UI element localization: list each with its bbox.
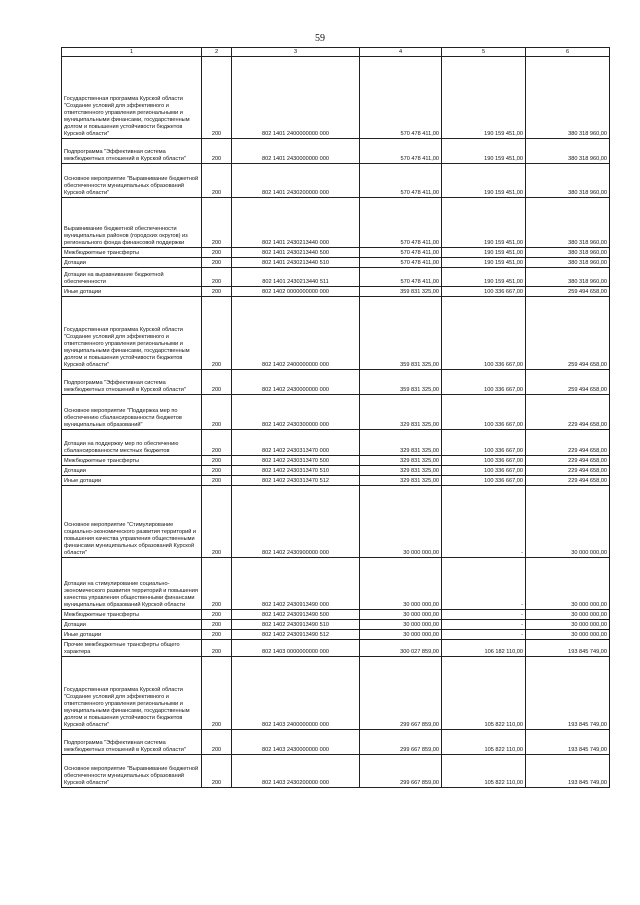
- table-row: [62, 430, 610, 456]
- row-amount-col-6: 259 494 658,00: [526, 370, 610, 395]
- row-amount-col-5: 190 159 451,00: [442, 258, 526, 268]
- table-row: [62, 198, 610, 248]
- row-amount-col-6: 30 000 000,00: [526, 630, 610, 640]
- row-amount-total: 359 831 325,00: [360, 287, 442, 297]
- header-row: [62, 48, 610, 57]
- row-code: 802 1402 2430313470 512: [232, 476, 360, 486]
- row-amount-col-5: 190 159 451,00: [442, 164, 526, 198]
- row-amount-col-5: 190 159 451,00: [442, 248, 526, 258]
- row-amount-col-5: 105 822 110,00: [442, 730, 526, 755]
- row-code: 802 1402 2430313470 500: [232, 456, 360, 466]
- row-code: 802 1403 2430200000 000: [232, 755, 360, 788]
- row-code: 802 1401 2430213440 511: [232, 268, 360, 287]
- row-code: 802 1401 2430000000 000: [232, 139, 360, 164]
- table-row: [62, 620, 610, 630]
- row-name: Основное мероприятие "Выравнивание бюджетной обеспеченности муниципальных образований Курской области": [62, 755, 202, 788]
- table-row: [62, 558, 610, 610]
- table-row: [62, 630, 610, 640]
- row-col-2: 200: [202, 164, 232, 198]
- row-amount-col-5: 100 336 667,00: [442, 466, 526, 476]
- row-amount-col-5: 105 822 110,00: [442, 755, 526, 788]
- row-name: Подпрограмма "Эффективная система межбюджетных отношений в Курской области": [62, 139, 202, 164]
- row-amount-col-6: 193 845 749,00: [526, 640, 610, 657]
- row-name: Дотации: [62, 258, 202, 268]
- row-name: Межбюджетные трансферты: [62, 610, 202, 620]
- table-row: [62, 610, 610, 620]
- row-amount-total: 359 831 325,00: [360, 370, 442, 395]
- row-code: 802 1402 2430300000 000: [232, 395, 360, 430]
- table-row: [62, 476, 610, 486]
- row-amount-col-6: 229 494 658,00: [526, 395, 610, 430]
- row-amount-total: 329 831 325,00: [360, 430, 442, 456]
- row-amount-col-6: 229 494 658,00: [526, 430, 610, 456]
- row-name: Прочие межбюджетные трансферты общего характера: [62, 640, 202, 657]
- row-amount-total: 30 000 000,00: [360, 486, 442, 558]
- table-row: [62, 730, 610, 755]
- table-row: [62, 486, 610, 558]
- row-name: Иные дотации: [62, 630, 202, 640]
- row-code: 802 1401 2430213440 000: [232, 198, 360, 248]
- row-amount-total: 570 478 411,00: [360, 139, 442, 164]
- row-amount-total: 329 831 325,00: [360, 476, 442, 486]
- row-name: Дотации: [62, 620, 202, 630]
- row-amount-total: 299 667 859,00: [360, 730, 442, 755]
- row-amount-col-5: -: [442, 630, 526, 640]
- row-col-2: 200: [202, 456, 232, 466]
- row-amount-col-5: 100 336 667,00: [442, 287, 526, 297]
- row-name: Иные дотации: [62, 476, 202, 486]
- row-amount-total: 329 831 325,00: [360, 395, 442, 430]
- row-amount-col-5: 100 336 667,00: [442, 370, 526, 395]
- row-code: 802 1401 2430200000 000: [232, 164, 360, 198]
- row-name: Дотации на выравнивание бюджетной обеспеченности: [62, 268, 202, 287]
- row-amount-col-6: 380 318 960,00: [526, 268, 610, 287]
- row-col-2: 200: [202, 395, 232, 430]
- row-name: Государственная программа Курской области "Создание условий для эффективного и ответственного управления региональными и муниципальными финансами, государственным долгом и повышения устойчивости бюджетов Курской области": [62, 657, 202, 730]
- row-amount-total: 299 667 859,00: [360, 755, 442, 788]
- row-amount-total: 570 478 411,00: [360, 57, 442, 139]
- row-amount-col-6: 380 318 960,00: [526, 139, 610, 164]
- table-row: [62, 268, 610, 287]
- row-code: 802 1403 2400000000 000: [232, 657, 360, 730]
- table-row: [62, 57, 610, 139]
- row-amount-col-6: 380 318 960,00: [526, 258, 610, 268]
- row-amount-col-6: 229 494 658,00: [526, 476, 610, 486]
- table-row: [62, 248, 610, 258]
- row-col-2: 200: [202, 620, 232, 630]
- header-col-1: 1: [62, 48, 202, 57]
- row-amount-total: 570 478 411,00: [360, 268, 442, 287]
- row-code: 802 1402 2400000000 000: [232, 297, 360, 370]
- row-code: 802 1402 2430913490 512: [232, 630, 360, 640]
- row-amount-total: 30 000 000,00: [360, 610, 442, 620]
- table-row: [62, 395, 610, 430]
- header-col-3: 3: [232, 48, 360, 57]
- row-name: Подпрограмма "Эффективная система межбюджетных отношений в Курской области": [62, 730, 202, 755]
- row-code: 802 1403 2430000000 000: [232, 730, 360, 755]
- row-name: Дотации: [62, 466, 202, 476]
- row-amount-col-6: 30 000 000,00: [526, 486, 610, 558]
- row-code: 802 1402 0000000000 000: [232, 287, 360, 297]
- row-amount-col-6: 380 318 960,00: [526, 198, 610, 248]
- row-col-2: 200: [202, 657, 232, 730]
- row-code: 802 1402 2430913490 510: [232, 620, 360, 630]
- row-amount-col-6: 380 318 960,00: [526, 248, 610, 258]
- row-amount-col-6: 193 845 749,00: [526, 755, 610, 788]
- row-col-2: 200: [202, 297, 232, 370]
- row-col-2: 200: [202, 558, 232, 610]
- row-amount-col-5: 190 159 451,00: [442, 139, 526, 164]
- row-col-2: 200: [202, 730, 232, 755]
- row-code: 802 1402 2430313470 510: [232, 466, 360, 476]
- row-amount-total: 300 027 859,00: [360, 640, 442, 657]
- row-amount-col-6: 30 000 000,00: [526, 620, 610, 630]
- row-amount-col-5: -: [442, 486, 526, 558]
- row-amount-total: 30 000 000,00: [360, 620, 442, 630]
- row-amount-col-5: 100 336 667,00: [442, 297, 526, 370]
- table-row: [62, 466, 610, 476]
- row-amount-col-6: 380 318 960,00: [526, 57, 610, 139]
- row-col-2: 200: [202, 610, 232, 620]
- row-col-2: 200: [202, 248, 232, 258]
- row-amount-col-5: -: [442, 558, 526, 610]
- row-amount-col-6: 229 494 658,00: [526, 456, 610, 466]
- row-name: Дотации на стимулирование социально-экономического развития территорий и повышения качества управления общественными финансами муниципальных образований Курской области: [62, 558, 202, 610]
- row-col-2: 200: [202, 57, 232, 139]
- table-row: [62, 456, 610, 466]
- row-col-2: 200: [202, 430, 232, 456]
- header-col-6: 6: [526, 48, 610, 57]
- row-code: 802 1401 2400000000 000: [232, 57, 360, 139]
- row-name: Иные дотации: [62, 287, 202, 297]
- row-name: Межбюджетные трансферты: [62, 456, 202, 466]
- table-row: [62, 640, 610, 657]
- table-row: [62, 370, 610, 395]
- header-col-5: 5: [442, 48, 526, 57]
- row-col-2: 200: [202, 476, 232, 486]
- row-amount-col-5: 105 822 110,00: [442, 657, 526, 730]
- row-amount-total: 30 000 000,00: [360, 558, 442, 610]
- row-amount-col-6: 193 845 749,00: [526, 730, 610, 755]
- row-amount-total: 570 478 411,00: [360, 164, 442, 198]
- header-col-2: 2: [202, 48, 232, 57]
- row-code: 802 1401 2430213440 510: [232, 258, 360, 268]
- row-amount-col-5: 100 336 667,00: [442, 430, 526, 456]
- row-col-2: 200: [202, 258, 232, 268]
- row-amount-col-6: 30 000 000,00: [526, 610, 610, 620]
- row-amount-col-6: 193 845 749,00: [526, 657, 610, 730]
- row-col-2: 200: [202, 198, 232, 248]
- page-number: 59: [315, 33, 325, 44]
- row-code: 802 1402 2430913490 000: [232, 558, 360, 610]
- row-amount-total: 329 831 325,00: [360, 466, 442, 476]
- table-row: [62, 258, 610, 268]
- row-name: Выравнивание бюджетной обеспеченности муниципальных районов (городских округов) из регионального фонда финансовой поддержки: [62, 198, 202, 248]
- row-code: 802 1402 2430900000 000: [232, 486, 360, 558]
- row-amount-total: 30 000 000,00: [360, 630, 442, 640]
- row-col-2: 200: [202, 640, 232, 657]
- row-amount-col-6: 259 494 658,00: [526, 297, 610, 370]
- row-amount-col-5: 100 336 667,00: [442, 456, 526, 466]
- row-amount-col-5: 100 336 667,00: [442, 395, 526, 430]
- row-code: 802 1401 2430213440 500: [232, 248, 360, 258]
- table-row: [62, 139, 610, 164]
- row-amount-col-5: 190 159 451,00: [442, 198, 526, 248]
- row-name: Основное мероприятие "Поддержка мер по обеспечению сбалансированности бюджетов муниципальных образований": [62, 395, 202, 430]
- row-name: Основное мероприятие "Стимулирование социально-экономического развития территорий и повышения качества управления общественными финансами муниципальных образований Курской области": [62, 486, 202, 558]
- row-name: Государственная программа Курской области "Создание условий для эффективного и ответственного управления региональными и муниципальными финансами, государственным долгом и повышения устойчивости бюджетов Курской области": [62, 57, 202, 139]
- table-row: [62, 297, 610, 370]
- row-amount-col-5: 100 336 667,00: [442, 476, 526, 486]
- row-amount-col-5: 190 159 451,00: [442, 57, 526, 139]
- row-amount-col-5: -: [442, 610, 526, 620]
- table-row: [62, 755, 610, 788]
- row-code: 802 1402 2430000000 000: [232, 370, 360, 395]
- row-amount-col-6: 30 000 000,00: [526, 558, 610, 610]
- row-amount-total: 359 831 325,00: [360, 297, 442, 370]
- row-amount-total: 570 478 411,00: [360, 258, 442, 268]
- row-amount-total: 329 831 325,00: [360, 456, 442, 466]
- row-col-2: 200: [202, 630, 232, 640]
- row-name: Подпрограмма "Эффективная система межбюджетных отношений в Курской области": [62, 370, 202, 395]
- row-amount-col-6: 259 494 658,00: [526, 287, 610, 297]
- row-amount-total: 570 478 411,00: [360, 248, 442, 258]
- row-name: Государственная программа Курской области "Создание условий для эффективного и ответственного управления региональными и муниципальными финансами, государственным долгом и повышения устойчивости бюджетов Курской области": [62, 297, 202, 370]
- row-col-2: 200: [202, 287, 232, 297]
- row-col-2: 200: [202, 139, 232, 164]
- row-amount-total: 570 478 411,00: [360, 198, 442, 248]
- budget-table: [61, 47, 610, 788]
- header-col-4: 4: [360, 48, 442, 57]
- row-col-2: 200: [202, 370, 232, 395]
- row-amount-col-5: -: [442, 620, 526, 630]
- row-code: 802 1402 2430913490 500: [232, 610, 360, 620]
- row-amount-col-5: 106 182 110,00: [442, 640, 526, 657]
- row-col-2: 200: [202, 755, 232, 788]
- row-code: 802 1402 2430313470 000: [232, 430, 360, 456]
- table-row: [62, 164, 610, 198]
- row-col-2: 200: [202, 486, 232, 558]
- table-row: [62, 657, 610, 730]
- row-name: Основное мероприятие "Выравнивание бюджетной обеспеченности муниципальных образований Курской области": [62, 164, 202, 198]
- row-amount-col-6: 380 318 960,00: [526, 164, 610, 198]
- row-amount-col-5: 190 159 451,00: [442, 268, 526, 287]
- row-col-2: 200: [202, 466, 232, 476]
- row-col-2: 200: [202, 268, 232, 287]
- table-row: [62, 287, 610, 297]
- row-code: 802 1403 0000000000 000: [232, 640, 360, 657]
- row-name: Межбюджетные трансферты: [62, 248, 202, 258]
- row-amount-total: 299 667 859,00: [360, 657, 442, 730]
- row-name: Дотации на поддержку мер по обеспечению сбалансированности местных бюджетов: [62, 430, 202, 456]
- row-amount-col-6: 229 494 658,00: [526, 466, 610, 476]
